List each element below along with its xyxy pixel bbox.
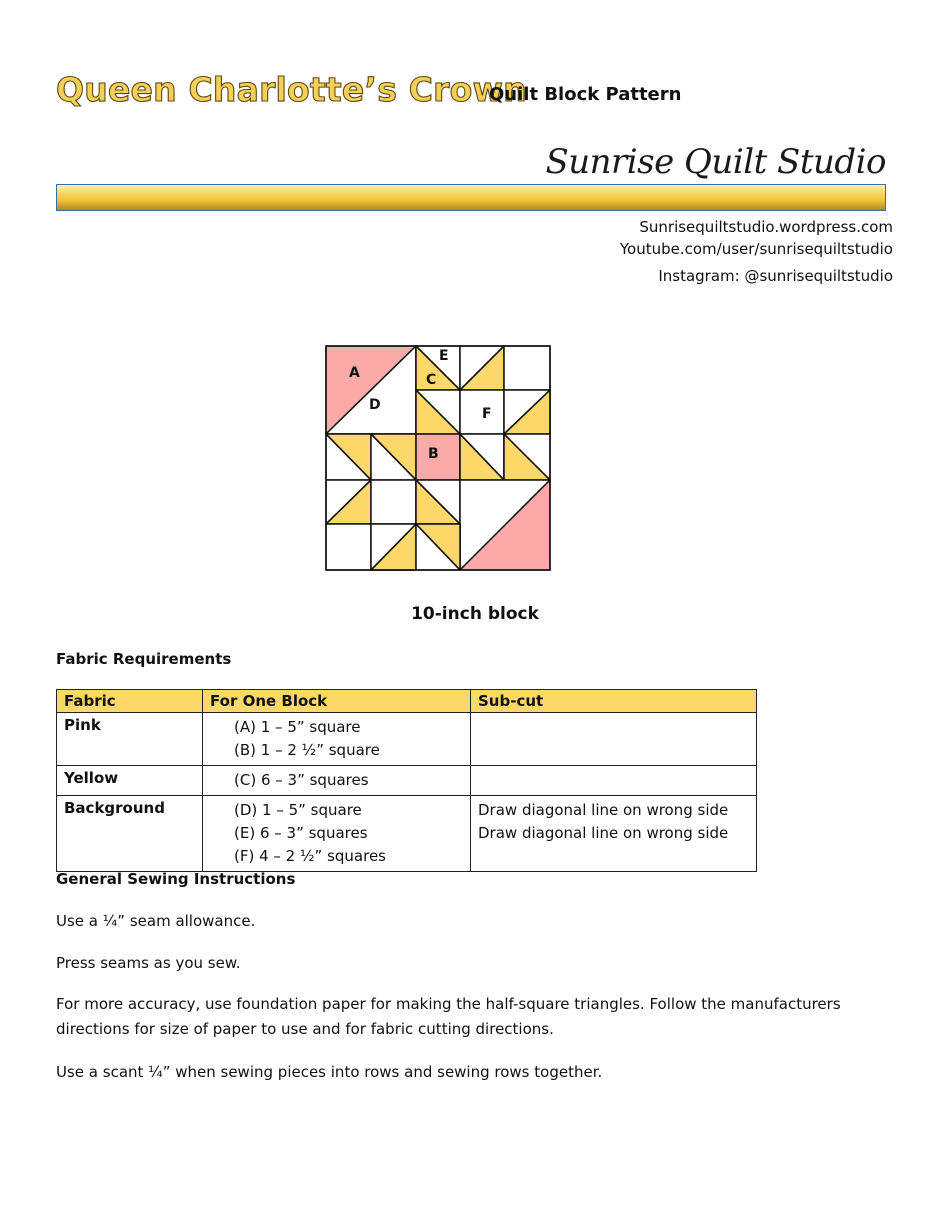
- cut-list: [203, 796, 471, 872]
- instruction-paragraph: Use a scant ¼” when sewing pieces into rows and sewing rows together.: [56, 1063, 603, 1081]
- subcut-cell: [471, 766, 757, 796]
- column-header: For One Block: [203, 690, 471, 713]
- label-f: F: [482, 406, 492, 422]
- table-header-row: [57, 690, 757, 713]
- contact-youtube: Youtube.com/user/sunrisequiltstudio: [619, 240, 893, 258]
- fabric-requirements-heading: Fabric Requirements: [56, 650, 232, 668]
- fabric-name: Pink: [57, 713, 203, 766]
- column-header: Fabric: [57, 690, 203, 713]
- fabric-name: Background: [57, 796, 203, 872]
- label-a: A: [349, 365, 360, 381]
- column-header: Sub-cut: [471, 690, 757, 713]
- fabric-requirements-table: [56, 689, 757, 872]
- table-row: [57, 713, 757, 766]
- cut-list: [203, 713, 471, 766]
- label-d: D: [369, 397, 381, 413]
- studio-logo-text: Sunrise Quilt Studio: [545, 142, 886, 182]
- table-row: [57, 766, 757, 796]
- subcut-cell: [471, 796, 757, 872]
- block-size-caption: 10-inch block: [411, 604, 539, 624]
- subcut-cell: [471, 713, 757, 766]
- subcut-item: Draw diagonal line on wrong side: [478, 801, 729, 819]
- page-subtitle: Quilt Block Pattern: [489, 84, 682, 105]
- label-b: B: [428, 446, 439, 462]
- cut-item: (F) 4 – 2 ½” squares: [234, 847, 386, 865]
- cut-item: (B) 1 – 2 ½” square: [234, 741, 380, 759]
- instruction-paragraph: Press seams as you sew.: [56, 954, 241, 972]
- label-c: C: [426, 372, 437, 388]
- quilt-block-diagram: [316, 336, 560, 580]
- instruction-paragraph: Use a ¼” seam allowance.: [56, 912, 256, 930]
- contact-website: Sunrisequiltstudio.wordpress.com: [639, 218, 893, 236]
- page-title: Queen Charlotte’s Crown: [56, 70, 527, 109]
- subcut-item: Draw diagonal line on wrong side: [478, 824, 729, 842]
- cut-item: (C) 6 – 3” squares: [234, 771, 369, 789]
- fabric-name: Yellow: [57, 766, 203, 796]
- table-row: [57, 796, 757, 872]
- cut-list: [203, 766, 471, 796]
- header-divider-bar: [56, 184, 886, 211]
- cut-item: (E) 6 – 3” squares: [234, 824, 368, 842]
- cut-item: (A) 1 – 5” square: [234, 718, 361, 736]
- sewing-instructions-heading: General Sewing Instructions: [56, 870, 296, 888]
- contact-instagram: Instagram: @sunrisequiltstudio: [658, 267, 893, 285]
- label-e: E: [439, 348, 449, 364]
- cut-item: (D) 1 – 5” square: [234, 801, 362, 819]
- instruction-paragraph: For more accuracy, use foundation paper for making the half-square triangles. Follow the manufacturers directions for size of paper to use and for fabric cutting directions.: [56, 995, 841, 1038]
